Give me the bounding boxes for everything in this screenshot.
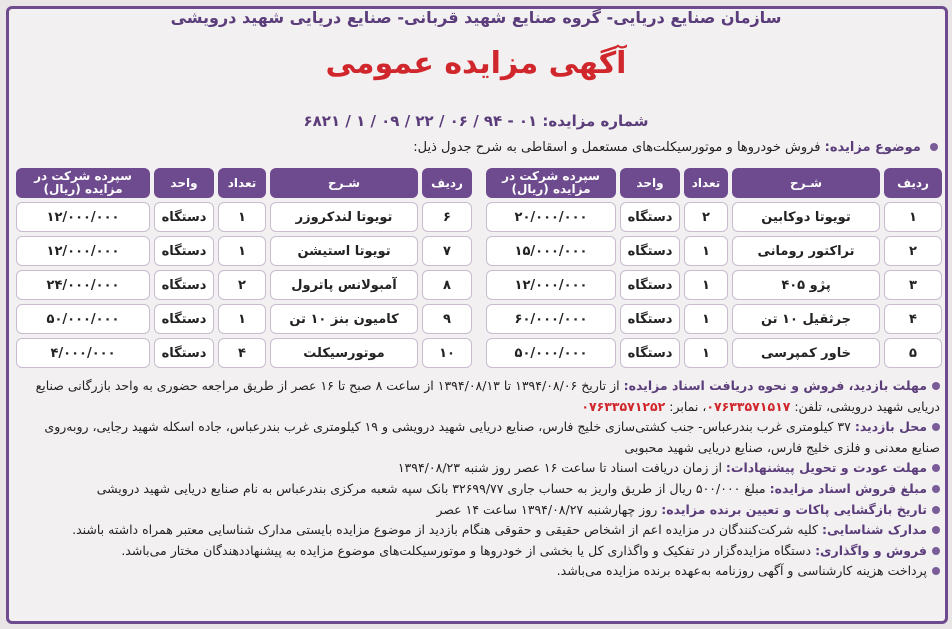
cell-unit: دستگاه xyxy=(620,304,680,334)
cell-quantity: ۱ xyxy=(218,236,266,266)
cell-deposit: ۱۲/۰۰۰/۰۰۰ xyxy=(486,270,616,300)
cell-quantity: ۱ xyxy=(218,304,266,334)
visit-sale-paragraph: مهلت بازدید، فروش و نحوه دریافت اسناد مزایده: از تاریخ ۱۳۹۴/۰۸/۰۶ تا ۱۳۹۴/۰۸/۱۳ از ساعت ۸ صبح تا ۱۶ عصر از طریق مراجعه حضوری به واحد بازرگانی صنایع دریایی شهید درویشی، تلفن: ۰۷۶۳۳۵۷۱۵۱۷، نمابر: ۰۷۶۳۳۵۷۱۲۵۲ xyxy=(35,378,940,414)
header-deposit: سپرده شرکت در مزایده (ریال) xyxy=(16,168,150,198)
bullet-icon xyxy=(932,506,940,514)
cell-row-number: ۸ xyxy=(422,270,472,300)
ad-title: آگهی مزایده عمومی xyxy=(325,46,627,81)
fax-number: ۰۷۶۳۳۵۷۱۲۵۲ xyxy=(581,398,666,414)
document-price-text: مبلغ ۵۰۰/۰۰۰ ریال از طریق واریز به حساب جاری ۳۲۶۹۹/۷۷ بانک سپه شعبه مرکزی بندرعباس به نام صنایع دریایی شهید درویشی xyxy=(96,480,766,496)
header-description: شـرح xyxy=(270,168,418,198)
table-row xyxy=(486,270,942,300)
table-row xyxy=(486,236,942,266)
bullet-icon xyxy=(932,464,940,472)
sale-transfer-label: فروش و واگذاری: xyxy=(815,542,927,558)
table-row xyxy=(486,304,942,334)
header-deposit: سپرده شرکت در مزایده (ریال) xyxy=(486,168,616,198)
cell-unit: دستگاه xyxy=(154,304,214,334)
cell-row-number: ۷ xyxy=(422,236,472,266)
cell-deposit: ۲۴/۰۰۰/۰۰۰ xyxy=(16,270,150,300)
header-description: شـرح xyxy=(732,168,880,198)
costs-text: پرداخت هزینه کارشناسی و آگهی روزنامه به‌عهده برنده مزایده می‌باشد. xyxy=(556,563,927,579)
cell-quantity: ۲ xyxy=(218,270,266,300)
deadline-paragraph xyxy=(20,458,940,479)
table-row xyxy=(16,338,472,368)
fax-label: نمابر: xyxy=(669,398,699,414)
visit-sale-text: از تاریخ ۱۳۹۴/۰۸/۰۶ تا ۱۳۹۴/۰۸/۱۳ از ساعت ۸ صبح تا ۱۶ عصر از طریق مراجعه حضوری به واحد بازرگانی صنایع دریایی شهید درویشی، تلفن: xyxy=(35,378,940,414)
deadline-label: مهلت عودت و تحویل پیشنهادات: xyxy=(725,460,927,476)
cell-unit: دستگاه xyxy=(154,236,214,266)
header-quantity: تعداد xyxy=(684,168,728,198)
table-row xyxy=(486,202,942,232)
cell-description: خاور کمپرسی xyxy=(732,338,880,368)
table-row xyxy=(16,202,472,232)
cell-description: تراکتور رومانی xyxy=(732,236,880,266)
cell-description: تویوتا لندکروزر xyxy=(270,202,418,232)
cell-deposit: ۵۰/۰۰۰/۰۰۰ xyxy=(486,338,616,368)
visit-location-label: محل بازدید: xyxy=(854,419,927,435)
cell-description: تویوتا دوکابین xyxy=(732,202,880,232)
cell-quantity: ۲ xyxy=(684,202,728,232)
table-row xyxy=(16,304,472,334)
cell-unit: دستگاه xyxy=(154,338,214,368)
cell-unit: دستگاه xyxy=(154,202,214,232)
cell-quantity: ۱ xyxy=(684,236,728,266)
document-price-paragraph xyxy=(20,479,940,500)
bullet-icon xyxy=(932,567,940,575)
cell-deposit: ۶۰/۰۰۰/۰۰۰ xyxy=(486,304,616,334)
opening-date-text: روز چهارشنبه ۱۳۹۴/۰۸/۲۷ ساعت ۱۴ عصر xyxy=(436,501,658,517)
cell-unit: دستگاه xyxy=(620,338,680,368)
table-row xyxy=(486,338,942,368)
cell-quantity: ۱ xyxy=(684,270,728,300)
cell-description: جرثقیل ۱۰ تن xyxy=(732,304,880,334)
bullet-icon xyxy=(932,423,940,431)
cell-unit: دستگاه xyxy=(620,270,680,300)
opening-date-paragraph xyxy=(20,500,940,521)
visit-location-paragraph xyxy=(20,417,940,458)
cell-description: تویوتا استیشن xyxy=(270,236,418,266)
bullet-icon xyxy=(932,526,940,534)
cell-quantity: ۱ xyxy=(684,304,728,334)
header-unit: واحد xyxy=(154,168,214,198)
cell-row-number: ۲ xyxy=(884,236,942,266)
cell-deposit: ۱۲/۰۰۰/۰۰۰ xyxy=(16,202,150,232)
identification-paragraph xyxy=(20,520,940,541)
cell-unit: دستگاه xyxy=(620,236,680,266)
cell-row-number: ۱۰ xyxy=(422,338,472,368)
opening-date-label: تاریخ بازگشایی پاکات و تعیین برنده مزایده: xyxy=(661,501,927,517)
cell-deposit: ۲۰/۰۰۰/۰۰۰ xyxy=(486,202,616,232)
bullet-icon xyxy=(932,485,940,493)
cell-description: کامیون بنز ۱۰ تن xyxy=(270,304,418,334)
table-header-row xyxy=(16,168,472,198)
sale-transfer-paragraph xyxy=(20,541,940,562)
cell-quantity: ۱ xyxy=(218,202,266,232)
items-table-left xyxy=(16,168,472,372)
document-price-label: مبلغ فروش اسناد مزایده: xyxy=(769,480,927,496)
cell-description: پژو ۴۰۵ xyxy=(732,270,880,300)
cell-quantity: ۱ xyxy=(684,338,728,368)
cell-row-number: ۳ xyxy=(884,270,942,300)
phone-number: ۰۷۶۳۳۵۷۱۵۱۷ xyxy=(706,398,791,414)
subject-line xyxy=(413,140,938,155)
bullet-icon xyxy=(932,547,940,555)
cell-unit: دستگاه xyxy=(154,270,214,300)
cell-row-number: ۵ xyxy=(884,338,942,368)
table-header-row xyxy=(486,168,942,198)
cell-row-number: ۶ xyxy=(422,202,472,232)
cell-deposit: ۴/۰۰۰/۰۰۰ xyxy=(16,338,150,368)
header-unit: واحد xyxy=(620,168,680,198)
cell-deposit: ۱۵/۰۰۰/۰۰۰ xyxy=(486,236,616,266)
bullet-icon xyxy=(932,382,940,390)
header-quantity: تعداد xyxy=(218,168,266,198)
sale-transfer-text: دستگاه مزایده‌گزار در تفکیک و واگذاری کل یا بخشی از خودروها و موتورسیکلت‌های موضوع مزایده به پیشنهاددهندگان مختار می‌باشد. xyxy=(121,542,812,558)
cell-row-number: ۴ xyxy=(884,304,942,334)
deadline-text: از زمان دریافت اسناد تا ساعت ۱۶ عصر روز شنبه ۱۳۹۴/۰۸/۲۳ xyxy=(397,460,722,476)
cell-description: آمبولانس پاترول xyxy=(270,270,418,300)
auction-number: شماره مزایده: ۰۱ - ۹۴ / ۰۶ / ۲۲ / ۰۹ / ۱ / ۶۸۲۱ xyxy=(303,112,649,130)
cell-quantity: ۴ xyxy=(218,338,266,368)
cell-description: موتورسیکلت xyxy=(270,338,418,368)
costs-paragraph xyxy=(20,561,940,582)
cell-row-number: ۹ xyxy=(422,304,472,334)
identification-label: مدارک شناسایی: xyxy=(821,522,927,538)
cell-deposit: ۵۰/۰۰۰/۰۰۰ xyxy=(16,304,150,334)
cell-row-number: ۱ xyxy=(884,202,942,232)
cell-unit: دستگاه xyxy=(620,202,680,232)
visit-location-text: ۳۷ کیلومتری غرب بندرعباس- جنب کشتی‌سازی خلیج فارس، صنایع دریایی شهید درویشی و ۱۹ کیلومتری غرب بندرعباس، جاده اسکله شهید رجایی، روبه‌روی صنایع معدنی و فلزی خلیج فارس، صنایع دریایی شهید محبوبی xyxy=(44,419,940,455)
table-row xyxy=(16,270,472,300)
visit-sale-label: مهلت بازدید، فروش و نحوه دریافت اسناد مزایده: xyxy=(623,378,927,393)
subject-label: موضوع مزایده: xyxy=(824,140,921,155)
header-row-number: ردیف xyxy=(884,168,942,198)
items-table-right xyxy=(486,168,942,372)
cell-deposit: ۱۲/۰۰۰/۰۰۰ xyxy=(16,236,150,266)
identification-text: کلیه شرکت‌کنندگان در مزایده اعم از اشخاص حقیقی و حقوقی هنگام بازدید از موضوع مزایده بایستی مدارک شناسایی معتبر همراه داشته باشند. xyxy=(72,522,818,538)
organization-name: سازمان صنایع دریایی- گروه صنایع شهید قربانی- صنایع دریایی شهید درویشی xyxy=(170,8,782,27)
table-row xyxy=(16,236,472,266)
bullet-icon xyxy=(930,143,938,151)
conditions-section xyxy=(20,376,940,582)
header-row-number: ردیف xyxy=(422,168,472,198)
subject-text: فروش خودروها و موتورسیکلت‌های مستعمل و اسقاطی به شرح جدول ذیل: xyxy=(413,140,821,155)
